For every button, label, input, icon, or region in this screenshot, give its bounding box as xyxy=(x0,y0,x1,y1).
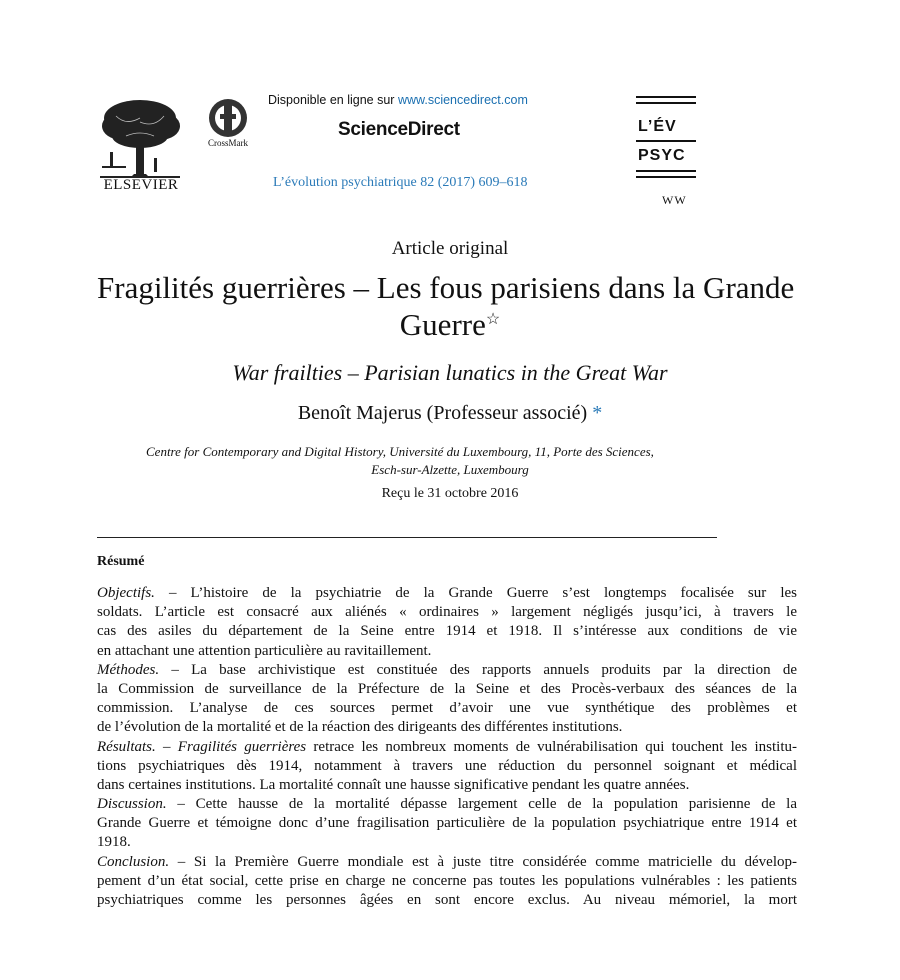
abstract-section-label: Méthodes. xyxy=(97,661,160,678)
journal-logo-line2: PSYC xyxy=(638,147,686,164)
abstract-italic-phrase: Fragilités guerrières xyxy=(177,738,307,755)
abstract-heading: Résumé xyxy=(97,554,145,569)
affiliation-line2: Esch-sur-Alzette, Luxembourg xyxy=(371,462,529,477)
abstract-line-text: – La base archivistique est constituée des rapports annuels produits par la direction de xyxy=(159,661,797,678)
abstract-line xyxy=(97,642,797,661)
title-footnote-star-icon[interactable]: ☆ xyxy=(485,311,501,328)
abstract-line-text: – Cette hausse de la mortalité dépasse largement celle de la population parisienne de la xyxy=(166,796,797,813)
abstract-line-text: soldats. L’article est consacré aux aliénés « ordinaires » largement négligés jusqu’ici, à travers le xyxy=(97,604,797,621)
abstract-line-text: 1918. xyxy=(97,834,131,851)
sciencedirect-link[interactable]: www.sciencedirect.com xyxy=(397,93,528,107)
crossmark-label: CrossMark xyxy=(208,138,248,148)
article-title-line1: Fragilités guerrières – Les fous parisiens dans la Grande xyxy=(97,270,795,305)
abstract-line-text: psychiatriques comme les personnes âgées en sont encore exclus. Au niveau mémoriel, la mort xyxy=(97,892,797,908)
abstract-section-label: Objectifs. xyxy=(97,585,155,601)
availability-prefix: Disponible en ligne sur xyxy=(268,93,398,107)
journal-citation[interactable]: L’évolution psychiatrique 82 (2017) 609–618 xyxy=(273,175,528,190)
abstract-line xyxy=(97,718,797,737)
abstract-line-text: dans certaines institutions. La mortalité connaît une hausse significative pendant les quatre années. xyxy=(97,776,690,793)
abstract-line xyxy=(97,776,797,795)
abstract-line xyxy=(97,872,797,891)
abstract-body xyxy=(97,584,797,910)
journal-logo xyxy=(636,96,696,207)
abstract-line xyxy=(97,680,797,699)
availability-line xyxy=(268,93,528,107)
abstract-line-text: en attachant une attention particulière au ravitaillement. xyxy=(97,642,432,659)
author-line xyxy=(0,402,900,425)
abstract-section-label: Conclusion. xyxy=(97,853,170,870)
journal-logo-line3: WW xyxy=(662,193,687,207)
abstract-line xyxy=(97,795,797,814)
section-divider xyxy=(97,537,717,538)
abstract-line xyxy=(97,603,797,622)
abstract-section-label: Discussion. xyxy=(97,796,167,813)
abstract-line xyxy=(97,853,797,872)
abstract-line-text: Grande Guerre et témoigne donc d’une fragilisation particulière de la population psychiatrique entre 1914 et xyxy=(97,815,797,832)
abstract-line-text: la Commission de surveillance de la Préfecture de la Seine et des Procès-verbaux des séances de la xyxy=(97,680,797,697)
abstract-line-rest: retrace les nombreux moments de vulnérabilisation qui touchent les institu- xyxy=(306,738,797,755)
journal-logo-line1: L’ÉV xyxy=(638,118,677,135)
article-type: Article original xyxy=(391,238,509,259)
sciencedirect-title: ScienceDirect xyxy=(338,119,460,140)
article-subtitle: War frailties – Parisian lunatics in the Great War xyxy=(232,360,668,385)
abstract-line-text: – L’histoire de la psychiatrie de la Grande Guerre s’est longtemps focalisée sur les xyxy=(154,585,797,601)
abstract-line-text: – Si la Première Guerre mondiale est à juste titre considérée comme matricielle du dévelop- xyxy=(169,853,797,870)
abstract-line xyxy=(97,833,797,852)
article-title-line2 xyxy=(0,307,900,343)
abstract-line xyxy=(97,891,797,910)
abstract-line xyxy=(97,584,797,603)
article-title-line2-text: Guerre xyxy=(399,307,486,342)
abstract-line xyxy=(97,699,797,718)
abstract-line-text: de l’évolution de la mortalité et de la réaction des dirigeants des différentes institutions. xyxy=(97,719,623,736)
abstract-line-text: commission. L’analyse de ces sources permet d’avoir une vue synthétique des problèmes et xyxy=(97,700,797,717)
received-date: Reçu le 31 octobre 2016 xyxy=(381,486,519,501)
abstract-line xyxy=(97,738,797,757)
publisher-name: ELSEVIER xyxy=(103,177,179,193)
abstract-line-text: – xyxy=(155,738,178,755)
abstract-line xyxy=(97,757,797,776)
abstract-line xyxy=(97,622,797,641)
affiliation-line1: Centre for Contemporary and Digital History, Université du Luxembourg, 11, Porte des Sciences, xyxy=(146,444,654,459)
abstract-line xyxy=(97,661,797,680)
author-footnote-mark[interactable]: * xyxy=(592,402,603,424)
abstract-line-text: tions psychiatriques dès 1914, notamment à travers une réduction du personnel soignant et médical xyxy=(97,757,797,774)
abstract-line-text: pement d’un état social, cette prise en charge ne concerne pas toutes les populations vulnérables : les patients xyxy=(97,872,797,889)
abstract-line xyxy=(97,814,797,833)
author-name: Benoît Majerus (Professeur associé) xyxy=(297,402,588,424)
abstract-line-text: cas des asiles du département de la Seine entre 1914 et 1918. Il s’intéresse aux conditions de vie xyxy=(97,623,797,640)
abstract-section-label: Résultats. xyxy=(97,738,156,755)
